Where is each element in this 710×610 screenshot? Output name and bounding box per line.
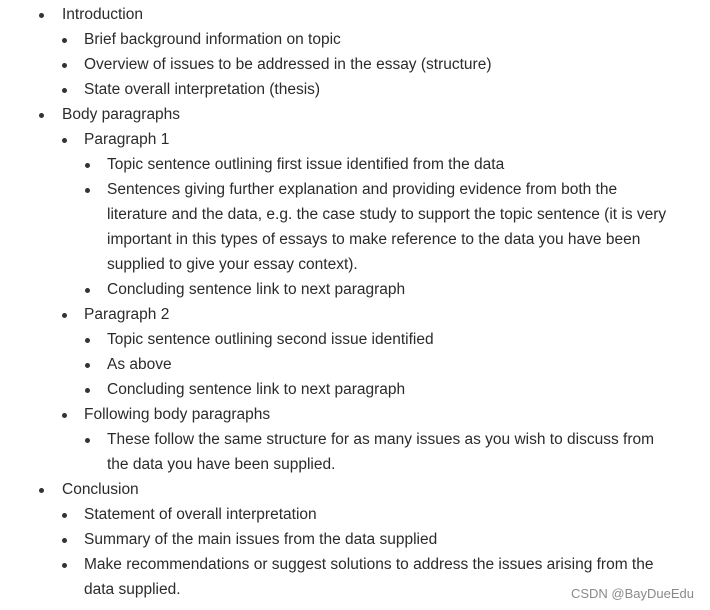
list-item	[0, 377, 710, 402]
list-item-body-paragraphs	[0, 102, 710, 477]
list-item	[0, 352, 710, 377]
list-item-text: These follow the same structure for as many issues as you wish to discuss from the data you have been supplied.	[107, 431, 655, 473]
bullet-dot	[85, 363, 90, 368]
list-item-text: Topic sentence outlining second issue identified	[107, 331, 434, 348]
list-item	[0, 527, 710, 552]
bullet-dot	[62, 563, 67, 568]
bullet-dot	[62, 513, 67, 518]
list-item	[0, 152, 710, 177]
bullet-dot	[62, 138, 67, 143]
list-item-text: Concluding sentence link to next paragraph	[107, 281, 406, 298]
bullet-dot	[85, 188, 90, 193]
list-item-label: Introduction	[62, 6, 143, 23]
list-item-text: State overall interpretation (thesis)	[84, 81, 321, 98]
introduction-sublist	[0, 27, 710, 102]
bullet-dot	[39, 113, 44, 118]
list-item-text: Concluding sentence link to next paragraph	[107, 381, 406, 398]
list-item-introduction	[0, 2, 710, 102]
bullet-dot	[85, 388, 90, 393]
list-item-paragraph-2	[0, 302, 710, 402]
list-item-label: Body paragraphs	[62, 106, 181, 123]
bullet-dot	[62, 313, 67, 318]
list-item-following-body-paragraphs	[0, 402, 710, 477]
list-item	[0, 327, 710, 352]
list-item-text: Sentences giving further explanation and providing evidence from both the literature and the data, e.g. the case study to support the topic sentence (it is very important in this types of essays to make reference to the data you have been supplied to give your essay context).	[107, 181, 667, 273]
list-item	[0, 27, 710, 52]
bullet-dot	[62, 88, 67, 93]
paragraph-1-sublist	[0, 152, 710, 302]
bullet-dot	[62, 63, 67, 68]
list-item	[0, 427, 710, 477]
bullet-dot	[39, 488, 44, 493]
list-item-label: Following body paragraphs	[84, 406, 271, 423]
list-item-text: Brief background information on topic	[84, 31, 341, 48]
list-item	[0, 502, 710, 527]
list-item-paragraph-1	[0, 127, 710, 302]
list-item-text: As above	[107, 356, 172, 373]
list-item-label: Conclusion	[62, 481, 139, 498]
list-item-label: Paragraph 1	[84, 131, 170, 148]
list-item-label: Paragraph 2	[84, 306, 170, 323]
bullet-dot	[85, 288, 90, 293]
list-item	[0, 177, 710, 277]
following-sublist	[0, 427, 710, 477]
body-sublist	[0, 127, 710, 477]
list-item-text: Summary of the main issues from the data supplied	[84, 531, 438, 548]
list-item-text: Topic sentence outlining first issue identified from the data	[107, 156, 505, 173]
paragraph-2-sublist	[0, 327, 710, 402]
bullet-dot	[62, 538, 67, 543]
list-item	[0, 77, 710, 102]
list-item-text: Overview of issues to be addressed in the essay (structure)	[84, 56, 492, 73]
bullet-dot	[62, 413, 67, 418]
list-item	[0, 277, 710, 302]
bullet-dot	[85, 338, 90, 343]
bullet-dot	[62, 38, 67, 43]
bullet-dot	[85, 163, 90, 168]
list-item-text: Statement of overall interpretation	[84, 506, 317, 523]
outline-list	[0, 2, 710, 602]
essay-outline	[0, 2, 710, 602]
bullet-dot	[85, 438, 90, 443]
watermark: CSDN @BayDueEdu	[570, 586, 694, 601]
list-item-text: Make recommendations or suggest solutions to address the issues arising from the data supplied.	[84, 556, 654, 598]
list-item-conclusion	[0, 477, 710, 602]
list-item	[0, 52, 710, 77]
bullet-dot	[39, 13, 44, 18]
